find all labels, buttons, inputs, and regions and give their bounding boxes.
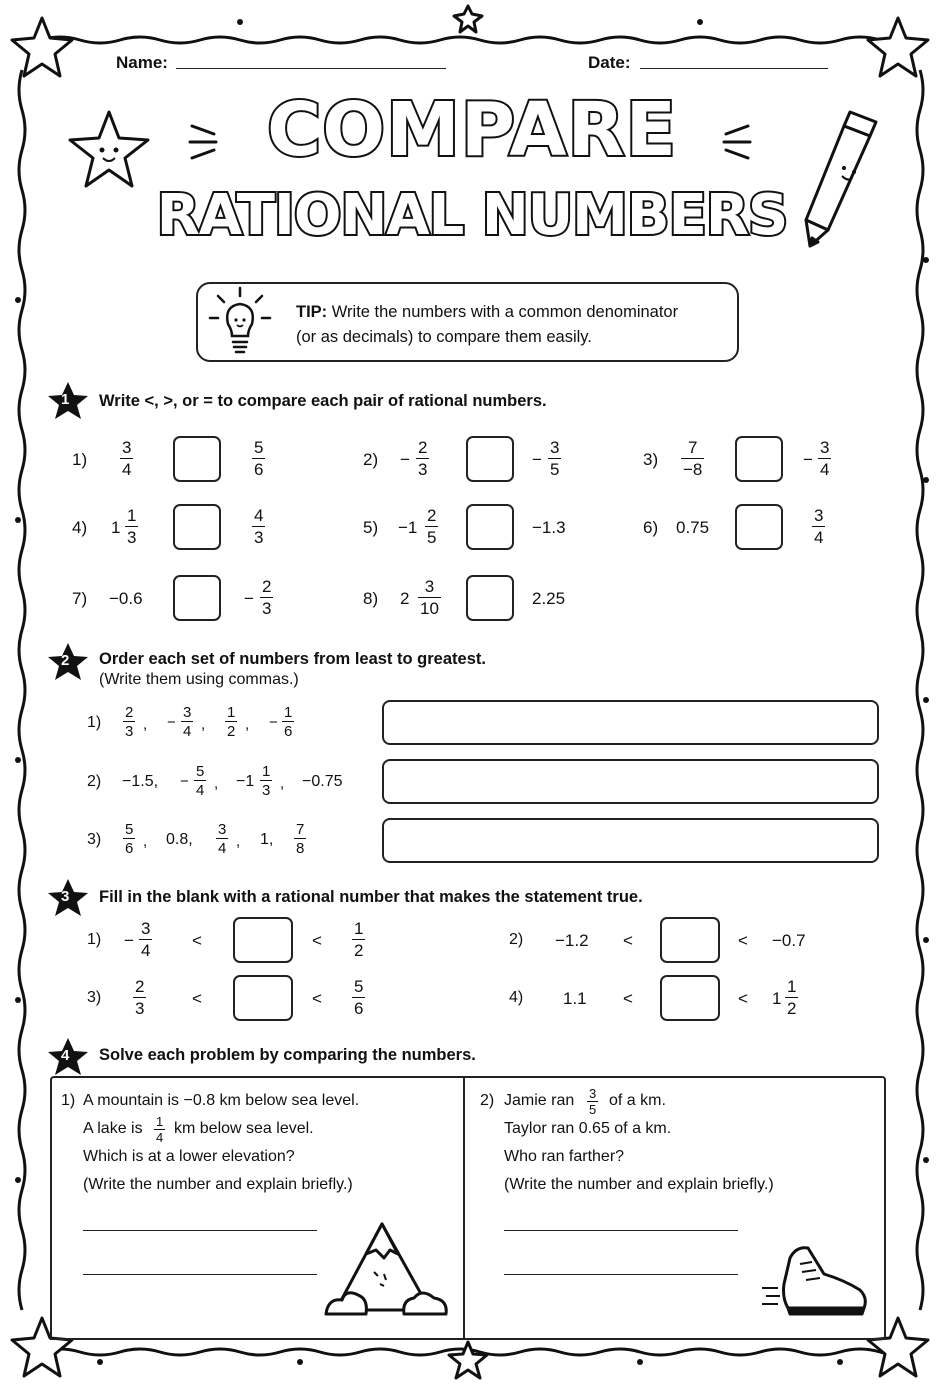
item-number: 3) [87, 989, 102, 1006]
sign: − [180, 773, 189, 790]
less-than-symbol: < [312, 931, 322, 950]
item-number: 2) [363, 450, 379, 469]
sign: − [269, 714, 278, 731]
sneaker-icon [760, 1238, 872, 1320]
less-than-symbol: < [192, 989, 202, 1008]
problem2-line4: (Write the number and explain briefly.) [504, 1176, 774, 1193]
order-answer-box[interactable] [382, 700, 879, 745]
item-number: 2) [509, 931, 524, 948]
item-number: 5) [363, 518, 379, 537]
value: 0.75 [676, 518, 710, 537]
problem1-number: 1) [61, 1092, 76, 1109]
less-than-symbol: < [312, 989, 322, 1008]
problem2-line1a: Jamie ran [504, 1092, 575, 1109]
sign: − [532, 450, 542, 469]
fraction: $\frac{1}{6}$ [284, 704, 293, 740]
sign: − [400, 450, 410, 469]
fraction: $\frac{4}{3}$ [254, 506, 264, 547]
title-line2: RATIONAL NUMBERS [156, 183, 788, 248]
fraction: $\frac{5}{6}$ [354, 977, 364, 1018]
item-number: 3) [87, 831, 102, 848]
mountain-icon [322, 1214, 450, 1326]
fill-in-box[interactable] [660, 975, 720, 1021]
sign: − [167, 714, 176, 731]
value: −0.7 [772, 931, 806, 950]
whole: 1 [111, 518, 121, 537]
answer-line[interactable] [83, 1230, 317, 1231]
less-than-symbol: < [738, 989, 748, 1008]
fraction: $\frac{3}{5}$ [589, 1086, 597, 1117]
compare-box[interactable] [173, 504, 221, 550]
problems-divider [463, 1076, 465, 1340]
answer-line[interactable] [504, 1230, 738, 1231]
section2-number: 2 [61, 652, 70, 669]
comma: , [280, 775, 285, 792]
compare-box[interactable] [466, 575, 514, 621]
fraction: $\frac{2}{3}$ [262, 577, 272, 618]
tip-line1: Write the numbers with a common denominator [327, 303, 679, 321]
fraction: $\frac{1}{2}$ [227, 704, 236, 740]
item-number: 3) [643, 450, 659, 469]
comma: , [143, 716, 148, 733]
problem1-line1: A mountain is −0.8 km below sea level. [83, 1092, 360, 1109]
problem2-line1b: of a km. [609, 1092, 666, 1109]
less-than-symbol: < [738, 931, 748, 950]
section4-number: 4 [61, 1047, 70, 1064]
date-label: Date: [588, 53, 631, 72]
compare-box[interactable] [466, 504, 514, 550]
fraction: $\frac{1}{4}$ [156, 1114, 164, 1145]
item-number: 7) [72, 589, 88, 608]
value: −1.3 [532, 518, 566, 537]
comma: , [143, 833, 148, 850]
problem2-line3: Who ran farther? [504, 1148, 625, 1165]
section2-subheading: (Write them using commas.) [99, 671, 299, 688]
less-than-symbol: < [192, 931, 202, 950]
fraction: $\frac{2}{3}$ [125, 704, 134, 740]
value: −1.2 [555, 931, 589, 950]
fraction: $\frac{2}{3}$ [135, 977, 145, 1018]
item-number: 1) [87, 714, 102, 731]
item-number: 1) [87, 931, 102, 948]
fraction: $\frac{5}{6}$ [254, 438, 264, 479]
comma: , [214, 775, 219, 792]
value: −0.75 [302, 773, 343, 790]
whole: −1 [398, 518, 418, 537]
fraction: $\frac{1}{2}$ [354, 919, 364, 960]
problem2-number: 2) [480, 1092, 495, 1109]
compare-box[interactable] [173, 436, 221, 482]
less-than-symbol: < [623, 989, 633, 1008]
fraction: $\frac{3}{10}$ [420, 577, 439, 618]
comma: , [201, 716, 206, 733]
whole: −1 [236, 773, 255, 790]
section3-heading: Fill in the blank with a rational number that makes the statement true. [99, 888, 643, 906]
fraction: $\frac{3}{4}$ [183, 704, 192, 740]
compare-box[interactable] [735, 436, 783, 482]
fill-in-box[interactable] [233, 975, 293, 1021]
value: 0.8, [166, 831, 193, 848]
compare-box[interactable] [466, 436, 514, 482]
value: −1.5, [122, 773, 159, 790]
name-label: Name: [116, 53, 168, 72]
fraction: $\frac{3}{4}$ [141, 919, 151, 960]
fraction: $\frac{1}{3}$ [127, 506, 137, 547]
item-number: 4) [509, 989, 524, 1006]
fill-in-box[interactable] [660, 917, 720, 963]
fraction: $\frac{3}{4}$ [820, 438, 830, 479]
fraction: $\frac{2}{3}$ [418, 438, 428, 479]
whole: 2 [400, 589, 410, 608]
compare-box[interactable] [173, 575, 221, 621]
answer-line[interactable] [83, 1274, 317, 1275]
fraction: $\frac{3}{4}$ [122, 438, 132, 479]
fraction: $\frac{2}{5}$ [427, 506, 437, 547]
fraction: $\frac{1}{2}$ [787, 977, 797, 1018]
fraction: $\frac{3}{4}$ [218, 821, 227, 857]
less-than-symbol: < [623, 931, 633, 950]
fill-in-box[interactable] [233, 917, 293, 963]
tip-lead: TIP: [296, 303, 328, 321]
answer-line[interactable] [504, 1274, 738, 1275]
section3-number: 3 [61, 888, 70, 905]
sign: − [244, 589, 254, 608]
problem1-line2a: A lake is [83, 1120, 143, 1137]
comma: , [236, 833, 241, 850]
section2-heading: Order each set of numbers from least to greatest. [99, 650, 486, 668]
fraction: $\frac{1}{3}$ [262, 763, 271, 799]
value: 1.1 [563, 989, 587, 1008]
sign: − [124, 931, 134, 950]
problem1-line2b: km below sea level. [174, 1120, 314, 1137]
section1-heading: Write <, >, or = to compare each pair of rational numbers. [99, 392, 547, 410]
order-answer-box[interactable] [382, 818, 879, 863]
problem1-line3: Which is at a lower elevation? [83, 1148, 295, 1165]
order-answer-box[interactable] [382, 759, 879, 804]
fraction: $\frac{7}{-8}$ [683, 438, 703, 479]
section4-heading: Solve each problem by comparing the numbers. [99, 1046, 476, 1064]
item-number: 1) [72, 450, 88, 469]
value: −0.6 [109, 589, 143, 608]
value: 2.25 [532, 589, 566, 608]
fraction: $\frac{3}{4}$ [814, 506, 824, 547]
problem1-line4: (Write the number and explain briefly.) [83, 1176, 353, 1193]
problem2-line2: Taylor ran 0.65 of a km. [504, 1120, 672, 1137]
fraction: $\frac{3}{5}$ [550, 438, 560, 479]
section1-number: 1 [61, 391, 70, 408]
item-number: 8) [363, 589, 379, 608]
item-number: 4) [72, 518, 88, 537]
whole: 1 [772, 989, 782, 1008]
title-line1: COMPARE [266, 87, 678, 173]
fraction: $\frac{7}{8}$ [296, 821, 305, 857]
item-number: 6) [643, 518, 659, 537]
fraction: $\frac{5}{6}$ [125, 821, 134, 857]
sign: − [803, 450, 813, 469]
item-number: 2) [87, 773, 102, 790]
tip-line2: (or as decimals) to compare them easily. [296, 328, 592, 346]
fraction: $\frac{5}{4}$ [196, 763, 205, 799]
comma: , [245, 716, 250, 733]
value: 1, [260, 831, 274, 848]
compare-box[interactable] [735, 504, 783, 550]
